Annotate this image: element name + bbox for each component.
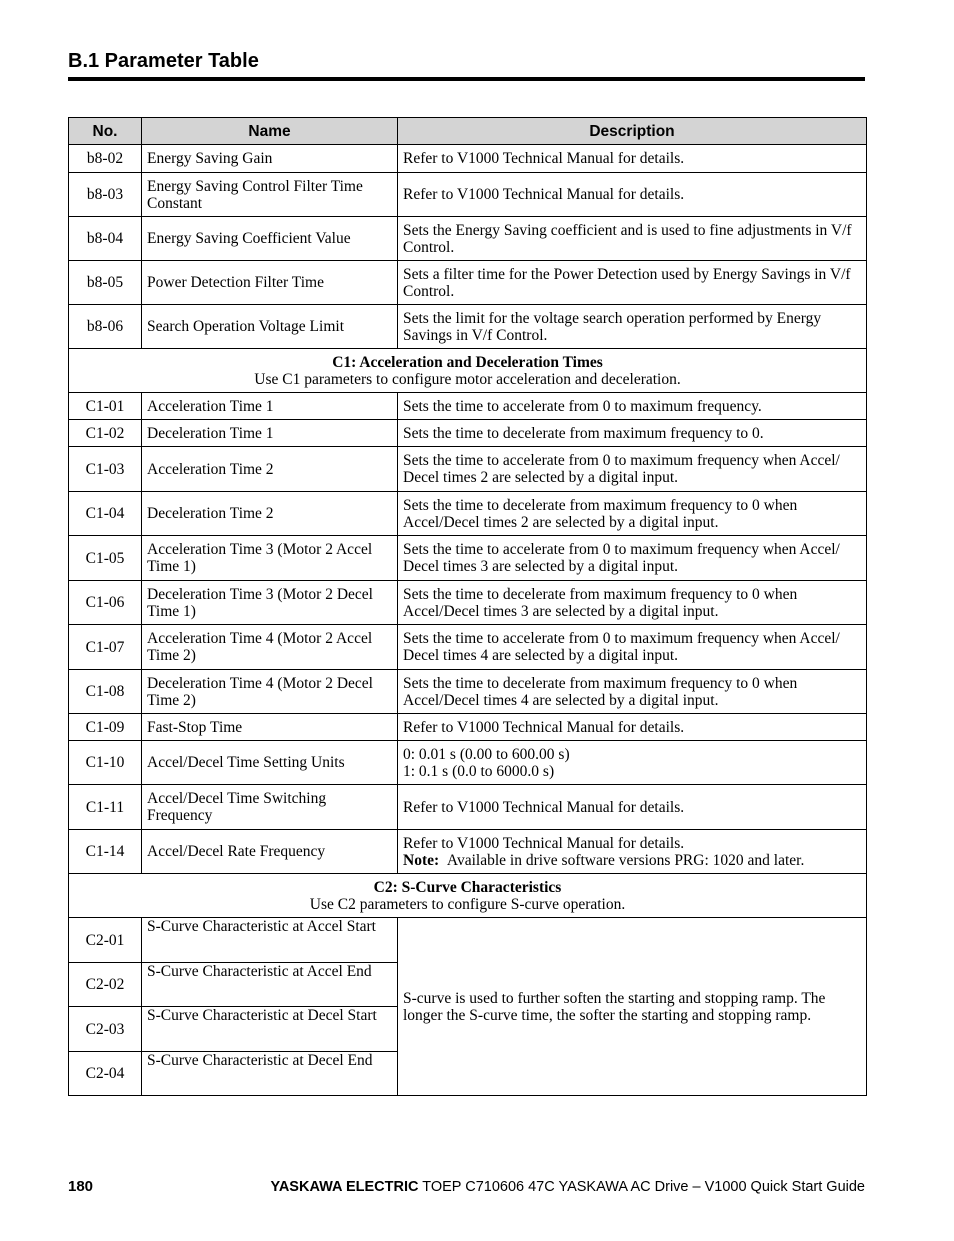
section-row-c1 (69, 349, 867, 393)
section-title-c2: C2: S-Curve Characteristics (373, 878, 562, 896)
param-name: Accel/Decel Time Switching Frequency (142, 785, 398, 830)
page-number: 180 (68, 1178, 94, 1195)
param-no: b8-03 (69, 173, 142, 217)
param-no: C2-02 (69, 963, 142, 1007)
column-header-name: Name (142, 118, 398, 145)
table-row (69, 536, 867, 581)
param-no: C1-05 (69, 536, 142, 581)
param-no: b8-02 (69, 145, 142, 173)
param-no: C1-11 (69, 785, 142, 830)
param-description: Sets the time to accelerate from 0 to maximum frequency when Accel/ Decel times 2 are selected by a digital input. (398, 447, 867, 492)
param-no: C1-09 (69, 714, 142, 741)
param-name: Accel/Decel Time Setting Units (142, 741, 398, 785)
param-name: Acceleration Time 1 (142, 393, 398, 420)
table-row (69, 714, 867, 741)
param-name: Deceleration Time 4 (Motor 2 Decel Time 2) (142, 670, 398, 714)
table-header-row (69, 118, 867, 145)
table-row (69, 173, 867, 217)
param-no: C1-03 (69, 447, 142, 492)
section-header-c1 (69, 349, 867, 393)
param-name: Deceleration Time 2 (142, 492, 398, 536)
param-description (398, 830, 867, 874)
param-no: C2-03 (69, 1007, 142, 1052)
column-header-description: Description (398, 118, 867, 145)
section-title: B.1 Parameter Table (68, 50, 259, 72)
table-row (69, 918, 867, 963)
note-text: Available in drive software versions PRG: 1020 and later. (446, 851, 805, 869)
param-description (398, 741, 867, 785)
description-line: 1: 0.1 s (0.0 to 6000.0 s) (403, 762, 555, 780)
table-row (69, 670, 867, 714)
param-no: C1-04 (69, 492, 142, 536)
footer-doc-info (271, 1179, 866, 1195)
note-label: Note: (403, 851, 440, 869)
param-name: Fast-Stop Time (142, 714, 398, 741)
description-line: 0: 0.01 s (0.00 to 600.00 s) (403, 745, 570, 763)
param-name: Energy Saving Coefficient Value (142, 217, 398, 261)
table-row (69, 625, 867, 670)
param-no: C2-04 (69, 1052, 142, 1096)
param-description: Refer to V1000 Technical Manual for details. (398, 173, 867, 217)
param-no: b8-04 (69, 217, 142, 261)
param-name: Accel/Decel Rate Frequency (142, 830, 398, 874)
parameter-table (68, 117, 867, 1096)
param-name: S-Curve Characteristic at Accel Start (142, 918, 398, 963)
param-no: C1-08 (69, 670, 142, 714)
table-row (69, 581, 867, 625)
param-no: C2-01 (69, 918, 142, 963)
param-description: Sets the limit for the voltage search operation performed by Energy Savings in V/f Control. (398, 305, 867, 349)
note-line (403, 852, 861, 869)
footer-doc-title: TOEP C710606 47C YASKAWA AC Drive – V1000 Quick Start Guide (418, 1179, 865, 1195)
param-description: Sets the time to accelerate from 0 to maximum frequency. (398, 393, 867, 420)
param-description: Refer to V1000 Technical Manual for details. (398, 785, 867, 830)
table-row (69, 447, 867, 492)
param-name: Search Operation Voltage Limit (142, 305, 398, 349)
param-description-shared: S-curve is used to further soften the starting and stopping ramp. The longer the S-curve time, the softer the starting and stopping ramp. (398, 918, 867, 1096)
table-row (69, 217, 867, 261)
param-name: Acceleration Time 3 (Motor 2 Accel Time 1) (142, 536, 398, 581)
param-no: C1-01 (69, 393, 142, 420)
param-no: C1-06 (69, 581, 142, 625)
param-description: Refer to V1000 Technical Manual for details. (398, 145, 867, 173)
param-no: C1-14 (69, 830, 142, 874)
param-name: Acceleration Time 2 (142, 447, 398, 492)
title-rule (68, 77, 865, 81)
section-header-c2 (69, 874, 867, 918)
param-description: Sets the time to decelerate from maximum frequency to 0 when Accel/Decel times 4 are selected by a digital input. (398, 670, 867, 714)
param-description: Sets the time to decelerate from maximum frequency to 0 when Accel/Decel times 3 are selected by a digital input. (398, 581, 867, 625)
column-header-no: No. (69, 118, 142, 145)
param-name: Power Detection Filter Time (142, 261, 398, 305)
table-row (69, 393, 867, 420)
param-description: Sets the time to decelerate from maximum frequency to 0. (398, 420, 867, 447)
table-row (69, 145, 867, 173)
param-name: Energy Saving Gain (142, 145, 398, 173)
table-row (69, 785, 867, 830)
param-name: Energy Saving Control Filter Time Constant (142, 173, 398, 217)
section-title-c1: C1: Acceleration and Deceleration Times (332, 353, 603, 371)
param-no: C1-02 (69, 420, 142, 447)
param-name: Deceleration Time 3 (Motor 2 Decel Time 1) (142, 581, 398, 625)
param-description: Sets a filter time for the Power Detection used by Energy Savings in V/f Control. (398, 261, 867, 305)
table-row (69, 830, 867, 874)
section-subtitle-c2: Use C2 parameters to configure S-curve operation. (309, 895, 626, 913)
param-name: S-Curve Characteristic at Accel End (142, 963, 398, 1007)
param-no: C1-07 (69, 625, 142, 670)
param-no: b8-05 (69, 261, 142, 305)
param-name: S-Curve Characteristic at Decel Start (142, 1007, 398, 1052)
param-name: S-Curve Characteristic at Decel End (142, 1052, 398, 1096)
param-name: Acceleration Time 4 (Motor 2 Accel Time 2) (142, 625, 398, 670)
param-description: Sets the Energy Saving coefficient and is used to fine adjustments in V/f Control. (398, 217, 867, 261)
param-no: b8-06 (69, 305, 142, 349)
param-no: C1-10 (69, 741, 142, 785)
table-row (69, 261, 867, 305)
section-subtitle-c1: Use C1 parameters to configure motor acceleration and deceleration. (254, 370, 681, 388)
footer-brand: YASKAWA ELECTRIC (270, 1179, 419, 1195)
table-row (69, 741, 867, 785)
param-description: Sets the time to accelerate from 0 to maximum frequency when Accel/ Decel times 4 are selected by a digital input. (398, 625, 867, 670)
table-row (69, 420, 867, 447)
param-description: Sets the time to decelerate from maximum frequency to 0 when Accel/Decel times 2 are selected by a digital input. (398, 492, 867, 536)
param-description: Refer to V1000 Technical Manual for details. (398, 714, 867, 741)
param-description: Sets the time to accelerate from 0 to maximum frequency when Accel/ Decel times 3 are selected by a digital input. (398, 536, 867, 581)
table-row (69, 305, 867, 349)
section-row-c2 (69, 874, 867, 918)
param-name: Deceleration Time 1 (142, 420, 398, 447)
description-line: Refer to V1000 Technical Manual for details. (403, 834, 685, 852)
table-row (69, 492, 867, 536)
